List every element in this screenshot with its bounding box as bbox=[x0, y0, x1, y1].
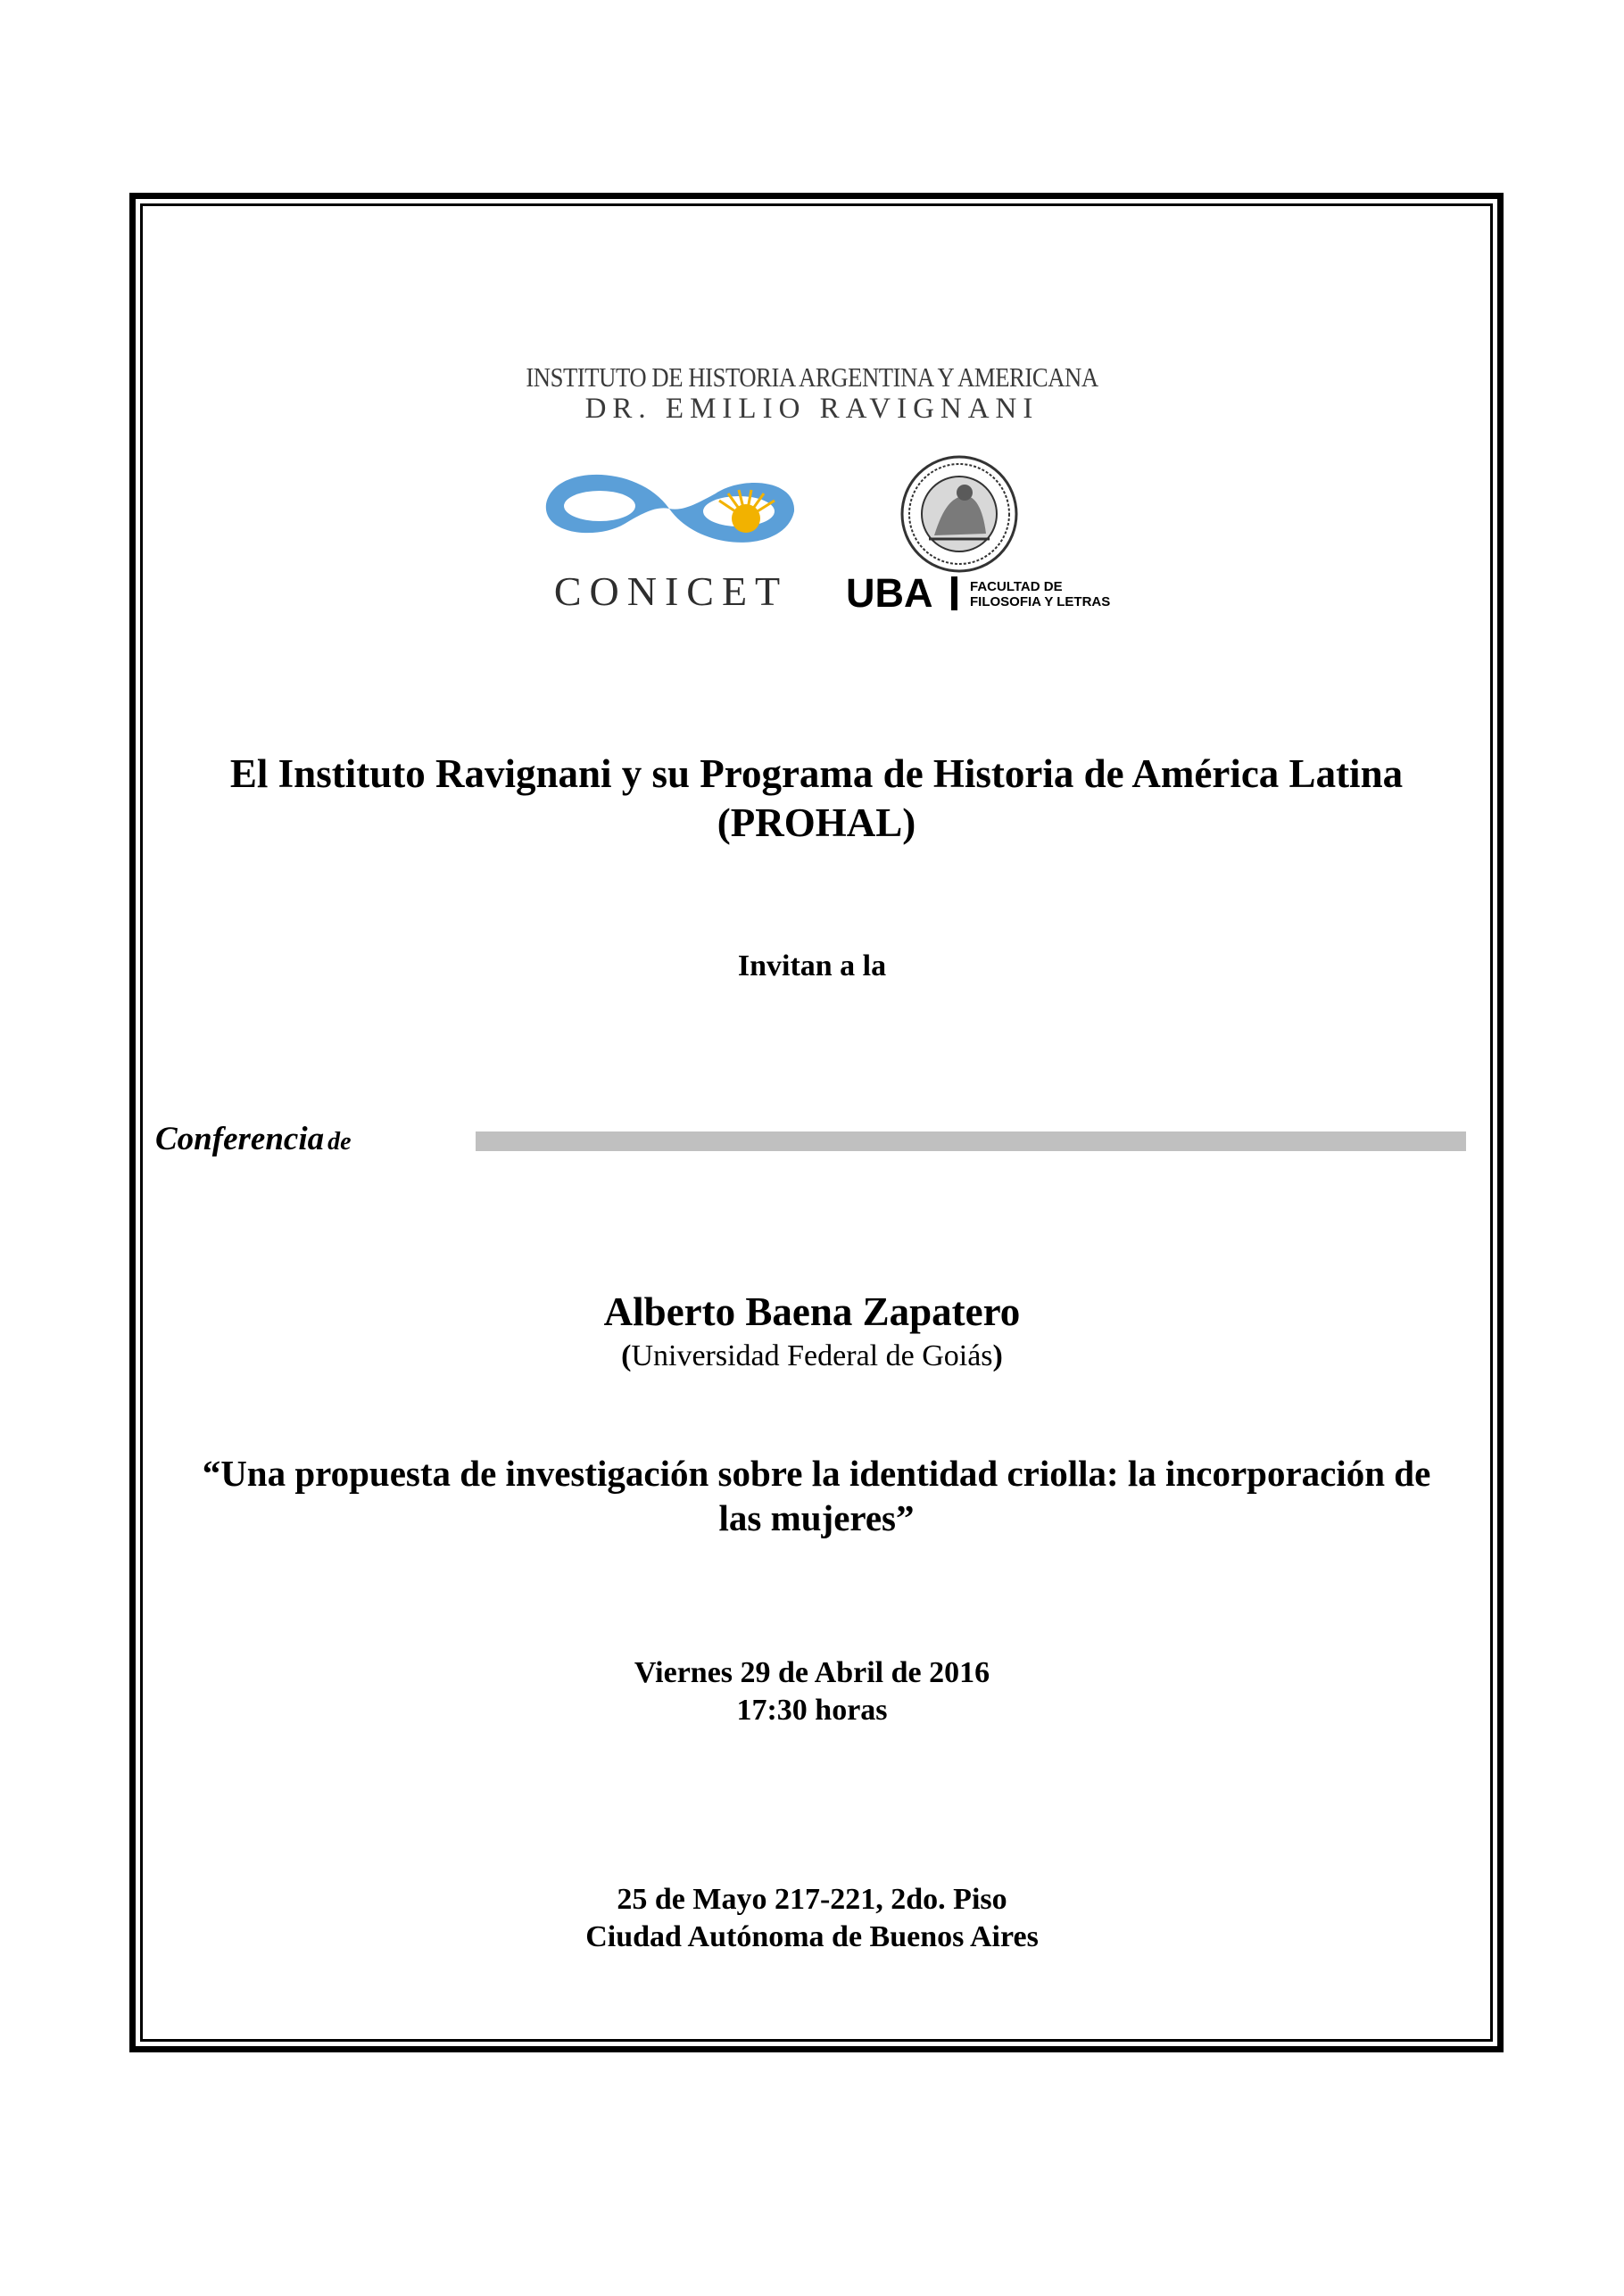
event-date: Viernes 29 de Abril de 2016 bbox=[634, 1656, 990, 1689]
faculty-line-1: FACULTAD DE bbox=[970, 579, 1063, 594]
event-title-line-1: El Instituto Ravignani y su Programa de Historia de América Latina bbox=[229, 751, 1404, 796]
institute-name: INSTITUTO DE HISTORIA ARGENTINA Y AMERICANA bbox=[526, 361, 1098, 393]
affiliation-close-paren: ) bbox=[992, 1339, 1003, 1372]
conference-label bbox=[155, 1120, 352, 1158]
talk-title-line-1: “Una propuesta de investigación sobre la identidad criolla: la incorporación de bbox=[202, 1453, 1431, 1494]
conicet-wordmark: CONICET bbox=[553, 568, 789, 614]
faculty-line-2: FILOSOFIA Y LETRAS bbox=[970, 594, 1111, 609]
event-title-line-2: (PROHAL) bbox=[717, 800, 916, 845]
event-title bbox=[161, 750, 1472, 848]
affiliation-open-paren: ( bbox=[621, 1339, 632, 1372]
speaker-affiliation bbox=[0, 1339, 1624, 1373]
conference-de: de bbox=[327, 1128, 352, 1156]
uba-seal-icon bbox=[899, 453, 1020, 575]
speaker-name: Alberto Baena Zapatero bbox=[603, 1289, 1021, 1334]
talk-title-line-2: las mujeres” bbox=[718, 1497, 915, 1538]
event-time: 17:30 horas bbox=[736, 1694, 888, 1727]
talk-title bbox=[161, 1451, 1472, 1540]
faculty-name bbox=[970, 579, 1110, 609]
invitation-text: Invitan a la bbox=[737, 949, 887, 982]
address-line-1: 25 de Mayo 217-221, 2do. Piso bbox=[617, 1883, 1007, 1916]
conference-word: Conferencia bbox=[155, 1121, 325, 1157]
uba-divider bbox=[951, 576, 957, 610]
address-line-2: Ciudad Autónoma de Buenos Aires bbox=[585, 1920, 1039, 1953]
conicet-logo bbox=[535, 460, 803, 558]
institute-director-name: DR. EMILIO RAVIGNANI bbox=[584, 393, 1040, 425]
affiliation-text: Universidad Federal de Goiás bbox=[631, 1339, 993, 1372]
decorative-rule bbox=[476, 1131, 1466, 1151]
uba-wordmark: UBA bbox=[846, 570, 933, 616]
